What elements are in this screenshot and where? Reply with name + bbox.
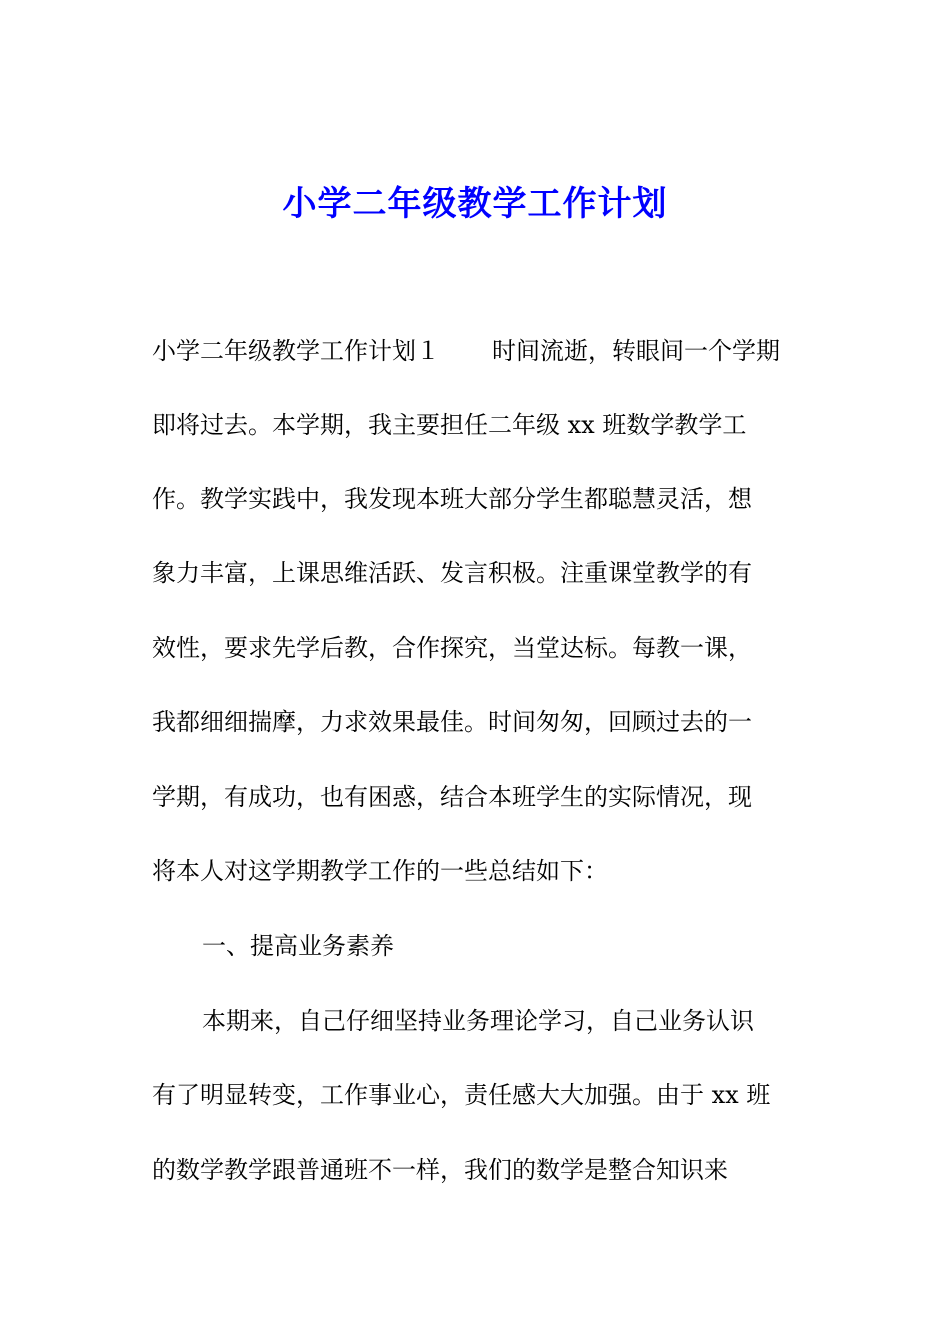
paragraph-line-3: 作。教学实践中，我发现本班大部分学生都聪慧灵活，想: [152, 485, 752, 513]
paragraph-heading: 小学二年级教学工作计划１: [152, 337, 440, 365]
paragraph-text: 时间流逝，转眼间一个学期: [492, 337, 780, 365]
section-heading: 一、提高业务素养: [202, 932, 394, 960]
paragraph-line-5: 效性，要求先学后教，合作探究，当堂达标。每教一课，: [152, 634, 752, 662]
paragraph-line-11: 的数学教学跟普通班不一样，我们的数学是整合知识来: [152, 1156, 728, 1184]
paragraph-line-9: 本期来，自己仔细坚持业务理论学习，自己业务认识: [202, 1007, 754, 1035]
document-title: 小学二年级教学工作计划: [282, 184, 668, 224]
paragraph-line-8: 将本人对这学期教学工作的一些总结如下：: [152, 857, 608, 885]
paragraph-line-1: [152, 333, 780, 369]
paragraph-line-10: 有了明显转变，工作事业心，责任感大大加强。由于 xx 班: [152, 1081, 771, 1109]
paragraph-line-6: 我都细细揣摩，力求效果最佳。时间匆匆，回顾过去的一: [152, 708, 752, 736]
paragraph-line-7: 学期，有成功，也有困惑，结合本班学生的实际情况，现: [152, 783, 752, 811]
paragraph-line-2: 即将过去。本学期，我主要担任二年级 xx 班数学教学工: [152, 411, 747, 439]
paragraph-line-4: 象力丰富，上课思维活跃、发言积极。注重课堂教学的有: [152, 559, 752, 587]
